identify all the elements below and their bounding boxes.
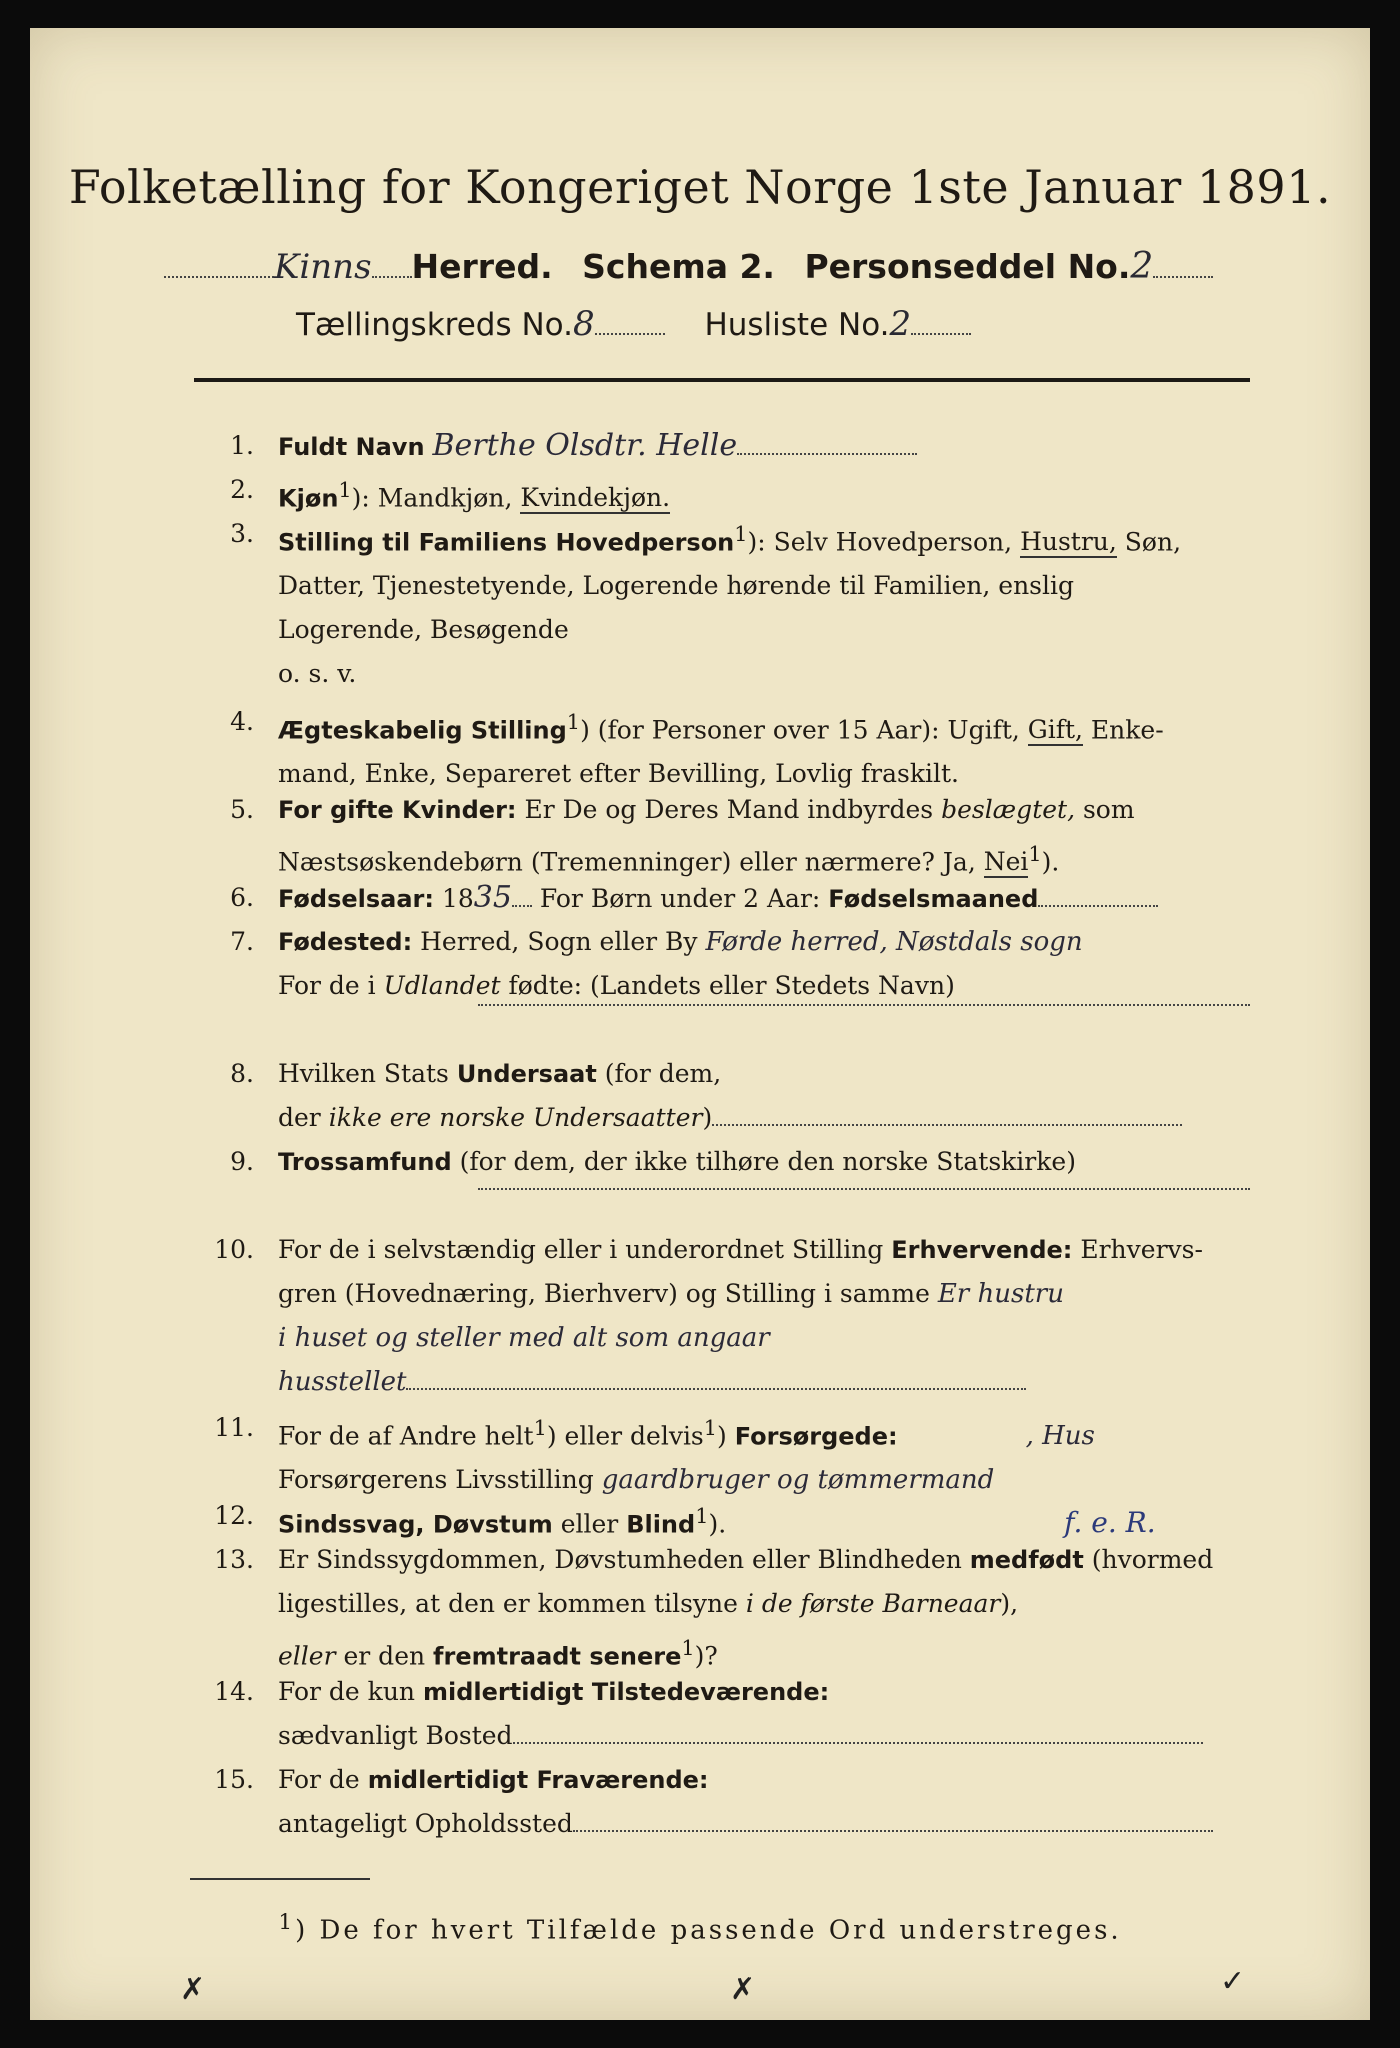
husliste-value: 2 — [889, 304, 912, 344]
item-number: 1. — [230, 431, 254, 460]
disability-note: f. e. R. — [1064, 1506, 1156, 1540]
schema-label: Schema 2. — [582, 247, 775, 286]
tally-mark-icon: ✗ — [730, 1972, 756, 2007]
personseddel-label: Personseddel No. — [804, 247, 1131, 286]
marital-selected: Gift, — [1027, 715, 1083, 745]
birthplace-value: Førde herred, Nøstdals sogn — [705, 927, 1083, 957]
kreds-value: 8 — [572, 304, 595, 344]
footnote: $^1$) De for hvert Tilfælde passende Ord understreges. — [278, 1910, 1122, 1946]
header-row-1 — [164, 246, 1254, 287]
tally-mark-icon: ✗ — [180, 1972, 206, 2007]
item-1-name — [194, 424, 1252, 468]
husliste-label: Husliste No. — [704, 307, 890, 343]
form-title: Folketælling for Kongeriget Norge 1ste Januar 1891. — [68, 160, 1332, 214]
supporter-occupation: gaardbruger og tømmermand — [601, 1465, 995, 1496]
field-label: Fuldt Navn — [278, 433, 425, 461]
name-value: Berthe Olsdtr. Helle — [432, 428, 738, 463]
kreds-label: Tællingskreds No. — [296, 307, 573, 343]
birthyear-value: 35 — [473, 880, 512, 915]
header-rule — [194, 378, 1250, 382]
related-selected: Nei — [983, 847, 1029, 877]
position-selected: Hustru, — [1020, 527, 1117, 557]
occupation-value-3: husstellet — [278, 1367, 407, 1397]
tally-mark-icon: ✓ — [1220, 1964, 1246, 1999]
herred-value: Kinns — [274, 247, 372, 287]
herred-label: Herred. — [411, 247, 553, 286]
header-row-2 — [296, 304, 971, 344]
fill-line — [478, 1188, 1250, 1190]
occupation-value-1: Er hustru — [937, 1279, 1064, 1309]
fill-line — [478, 1004, 1250, 1006]
census-form-sheet: Folketælling for Kongeriget Norge 1ste Januar 1891. Kinns Herred. Schema 2. Personseddel No.2 Tællingskreds No.8 Husliste No.2 1. Fuldt Navn Berthe Olsdtr. Helle 2. Kjøn$^1$): Mandkjøn, Kvindekjøn. 3. Stilling til Familiens Hovedperson$^1$): Selv Hovedperson, Hustru, Søn, Datter, Tjenestetyende, Logerende hørende til Familien, enslig Logerende, Besøgende o. s. v. 4. Ægteskabelig Stilling$^1$) (for Personer over 15 Aar): Ugift, Gift, Enke- mand, Enke, Separeret efter Bevilling, Lovlig fraskilt. 5. For gifte Kvinder: Er De og Deres Mand indbyrdes beslægtet, som Næstsøskendebørn (Tremenninger) eller nærmere? Ja, Nei$^1$). 6. Fødselsaar: 1835 For Børn under 2 Aar: Fødselsmaaned 7. Fødested: Herred, Sogn eller By Førde herred, Nøstdals sogn For de i Udlandet fødte: (Landets eller Stedets Navn) 8. Hvilken Stats Undersaat (for dem, der ikke ere norske Undersaatter) 9. Trossamfund (for dem, der ikke tilhøre den norske Statskirke) 10. For de i selvstændig eller i underordnet Stilling Erhvervende: Erhvervs- gren (Hovednæring, Bierhverv) og Stilling i samme Er hustru i huset og steller med alt som angaar husstellet 11. For de af Andre helt$^1$) eller delvis$^1$) Forsørgede: , Hus Forsørgerens Livsstilling gaardbruger og tømmermand 12. Sindssvag, Døvstum eller Blind$^1$). f. e. R. 13. Er Sindssygdommen, Døvstumheden eller Blindheden medfødt (hvormed ligestilles, at den er kommen tilsyne i de første Barneaar), eller er den fremtraadt senere$^1$)? 14. For de kun midlertidigt Tilstedeværende: sædvanligt Bosted 15. For de midlertidigt Fraværende: antageligt Opholdssted $^1$) De for hvert Tilfælde passende Ord understreges. ✗ ✗ ✓ — [30, 28, 1370, 2020]
occupation-value-2: i huset og steller med alt som angaar — [278, 1323, 770, 1353]
personseddel-value: 2 — [1130, 246, 1154, 287]
supported-value-1: , Hus — [1025, 1421, 1095, 1452]
gender-selected: Kvindekjøn. — [520, 483, 671, 513]
footnote-rule — [190, 1878, 370, 1880]
